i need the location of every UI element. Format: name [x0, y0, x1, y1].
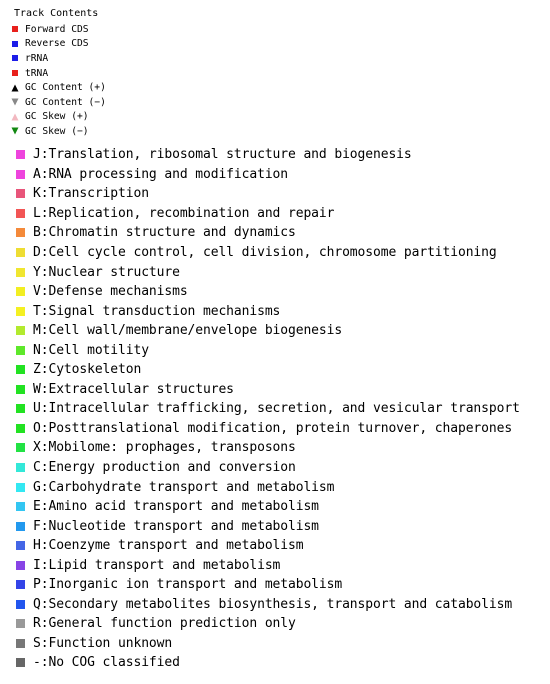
triangle-up-icon — [10, 84, 20, 92]
cog-description: Cell cycle control, cell division, chromosome partitioning — [48, 245, 497, 260]
cog-code: R — [33, 616, 41, 632]
track-content-item — [10, 66, 106, 81]
track-content-item — [10, 51, 106, 66]
track-content-label: GC Skew (−) — [25, 125, 89, 137]
track-content-label: Reverse CDS — [25, 38, 89, 50]
cog-code: A — [33, 166, 41, 182]
cog-category-item: F : Nucleotide transport and metabolism — [16, 516, 520, 536]
cog-description: Transcription — [48, 186, 149, 202]
cog-category-item: C : Energy production and conversion — [16, 458, 520, 478]
cog-code: N — [33, 342, 41, 358]
cog-code: H — [33, 538, 41, 554]
track-contents-list — [10, 22, 106, 139]
track-content-item — [10, 37, 106, 52]
track-content-label: Forward CDS — [25, 23, 89, 35]
track-content-item — [10, 95, 106, 110]
cog-description: Nucleotide transport and metabolism — [48, 518, 319, 534]
cog-category-item: G : Carbohydrate transport and metabolism — [16, 477, 520, 497]
cog-description: Secondary metabolites biosynthesis, transport and catabolism — [48, 596, 513, 612]
track-content-item — [10, 80, 106, 95]
cog-category-list — [16, 145, 520, 673]
cog-code: F — [33, 518, 41, 534]
cog-code: S — [33, 635, 41, 651]
cog-category-item: Q : Secondary metabolites biosynthesis, transport and catabolism — [16, 595, 520, 615]
color-swatch-icon — [16, 228, 25, 237]
color-swatch-icon — [16, 580, 25, 589]
cog-category-item: H : Coenzyme transport and metabolism — [16, 536, 520, 556]
cog-description: Intracellular trafficking, secretion, and vesicular transport — [48, 401, 520, 417]
cog-description: Chromatin structure and dynamics — [48, 225, 296, 241]
track-content-item — [10, 110, 106, 125]
cog-category-item: J : Translation, ribosomal structure and biogenesis — [16, 145, 520, 165]
cog-description: Function unknown — [48, 635, 173, 651]
triangle-down-icon — [10, 127, 20, 135]
cog-category-item: M : Cell wall/membrane/envelope biogenesis — [16, 321, 520, 341]
cog-category-item: Z : Cytoskeleton — [16, 360, 520, 380]
cog-code: U — [33, 401, 41, 417]
color-swatch-icon — [16, 561, 25, 570]
color-swatch-icon — [16, 346, 25, 355]
cog-category-item: A : RNA processing and modification — [16, 165, 520, 185]
color-swatch-icon — [16, 600, 25, 609]
cog-description: General function prediction only — [48, 616, 296, 632]
cog-code: M — [33, 323, 41, 339]
color-swatch-icon — [16, 385, 25, 394]
cog-description: Nuclear structure — [48, 264, 180, 280]
color-swatch-icon — [16, 170, 25, 179]
color-swatch-icon — [16, 326, 25, 335]
square-marker-icon — [10, 41, 20, 47]
cog-code: Z — [33, 362, 41, 378]
cog-category-item: S : Function unknown — [16, 634, 520, 654]
track-content-label: GC Content (+) — [25, 82, 106, 94]
cog-category-item: W : Extracellular structures — [16, 380, 520, 400]
color-swatch-icon — [16, 639, 25, 648]
cog-description: RNA processing and modification — [48, 166, 288, 182]
cog-category-item: E : Amino acid transport and metabolism — [16, 497, 520, 517]
color-swatch-icon — [16, 248, 25, 257]
color-swatch-icon — [16, 209, 25, 218]
cog-category-item: V : Defense mechanisms — [16, 282, 520, 302]
color-swatch-icon — [16, 365, 25, 374]
cog-code: G — [33, 479, 41, 495]
color-swatch-icon — [16, 307, 25, 316]
track-content-label: rRNA — [25, 52, 49, 64]
cog-description: Cell motility — [48, 342, 149, 358]
cog-code: D — [33, 245, 41, 260]
cog-category-item: D : Cell cycle control, cell division, chromosome partitioning — [16, 243, 520, 263]
color-swatch-icon — [16, 541, 25, 550]
color-swatch-icon — [16, 424, 25, 433]
color-swatch-icon — [16, 522, 25, 531]
track-contents-title: Track Contents — [14, 8, 99, 19]
cog-category-item: N : Cell motility — [16, 340, 520, 360]
color-swatch-icon — [16, 443, 25, 452]
cog-description: No COG classified — [48, 655, 180, 671]
cog-category-item: B : Chromatin structure and dynamics — [16, 223, 520, 243]
cog-category-item: Y : Nuclear structure — [16, 262, 520, 282]
track-content-label: GC Skew (+) — [25, 111, 89, 123]
cog-category-item: P : Inorganic ion transport and metabolism — [16, 575, 520, 595]
color-swatch-icon — [16, 287, 25, 296]
cog-category-item: X : Mobilome: prophages, transposons — [16, 438, 520, 458]
cog-category-item: I : Lipid transport and metabolism — [16, 555, 520, 575]
cog-description: Carbohydrate transport and metabolism — [48, 479, 335, 495]
triangle-up-icon — [10, 113, 20, 121]
square-marker-icon — [10, 26, 20, 32]
cog-code: L — [33, 205, 41, 221]
triangle-down-icon — [10, 98, 20, 106]
cog-description: Coenzyme transport and metabolism — [48, 538, 304, 554]
cog-code: O — [33, 420, 41, 436]
cog-code: I — [33, 557, 41, 573]
track-content-label: GC Content (−) — [25, 96, 106, 108]
track-content-item — [10, 124, 106, 139]
cog-category-item: R : General function prediction only — [16, 614, 520, 634]
cog-description: Cell wall/membrane/envelope biogenesis — [48, 323, 343, 339]
cog-category-item: O : Posttranslational modification, protein turnover, chaperones — [16, 419, 520, 439]
cog-code: T — [33, 303, 41, 319]
track-content-label: tRNA — [25, 67, 49, 79]
cog-description: Inorganic ion transport and metabolism — [48, 577, 343, 593]
cog-description: Posttranslational modification, protein turnover, chaperones — [48, 420, 513, 436]
color-swatch-icon — [16, 619, 25, 628]
cog-category-item: U : Intracellular trafficking, secretion, and vesicular transport — [16, 399, 520, 419]
cog-code: B — [33, 225, 41, 241]
cog-category-item: - : No COG classified — [16, 653, 520, 673]
cog-category-item: T : Signal transduction mechanisms — [16, 301, 520, 321]
cog-description: Mobilome: prophages, transposons — [48, 440, 296, 456]
cog-code: - — [33, 655, 41, 671]
cog-code: K — [33, 186, 41, 202]
color-swatch-icon — [16, 268, 25, 277]
color-swatch-icon — [16, 404, 25, 413]
cog-code: E — [33, 499, 41, 515]
cog-code: C — [33, 460, 41, 476]
color-swatch-icon — [16, 189, 25, 198]
cog-code: V — [33, 284, 41, 300]
color-swatch-icon — [16, 463, 25, 472]
cog-description: Energy production and conversion — [48, 460, 296, 476]
cog-description: Extracellular structures — [48, 381, 234, 397]
color-swatch-icon — [16, 150, 25, 159]
cog-code: J — [33, 147, 41, 163]
cog-code: W — [33, 381, 41, 397]
square-marker-icon — [10, 70, 20, 76]
cog-code: Y — [33, 264, 41, 280]
cog-description: Lipid transport and metabolism — [48, 557, 281, 573]
color-swatch-icon — [16, 658, 25, 667]
cog-category-item: L : Replication, recombination and repair — [16, 204, 520, 224]
track-content-item — [10, 22, 106, 37]
square-marker-icon — [10, 55, 20, 61]
cog-description: Cytoskeleton — [48, 362, 142, 378]
cog-category-item: K : Transcription — [16, 184, 520, 204]
cog-description: Replication, recombination and repair — [48, 205, 335, 221]
cog-description: Defense mechanisms — [48, 284, 188, 300]
cog-description: Amino acid transport and metabolism — [48, 499, 319, 515]
cog-description: Signal transduction mechanisms — [48, 303, 281, 319]
color-swatch-icon — [16, 502, 25, 511]
cog-code: P — [33, 577, 41, 593]
cog-description: Translation, ribosomal structure and biogenesis — [48, 147, 412, 163]
cog-code: Q — [33, 596, 41, 612]
color-swatch-icon — [16, 483, 25, 492]
cog-code: X — [33, 440, 41, 456]
